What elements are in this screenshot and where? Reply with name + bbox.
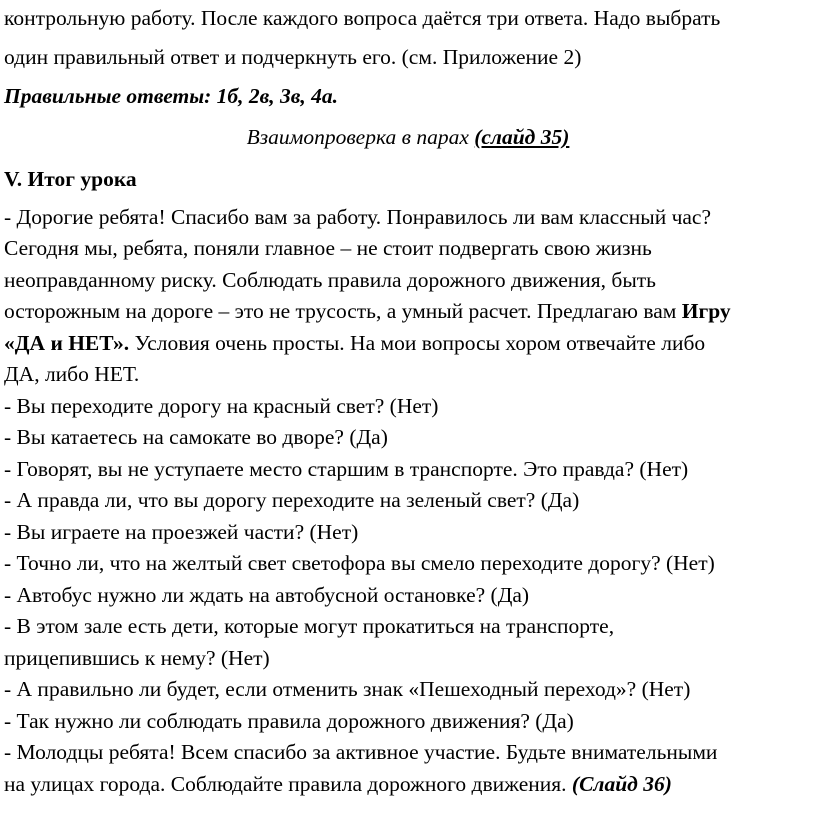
- question-line: - А правильно ли будет, если отменить знак «Пешеходный переход»? (Нет): [4, 677, 691, 701]
- question-line: - Вы играете на проезжей части? (Нет): [4, 520, 359, 544]
- paragraph-line-5-text: Условия очень просты. На мои вопросы хором отвечайте либо: [129, 331, 706, 355]
- intro-line-1: контрольную работу. После каждого вопроса даётся три ответа. Надо выбрать: [4, 6, 721, 30]
- paragraph-line-3: неоправданному риску. Соблюдать правила дорожного движения, быть: [4, 268, 656, 292]
- question-line: - Так нужно ли соблюдать правила дорожного движения? (Да): [4, 709, 574, 733]
- paragraph-line-4-text: осторожным на дороге – это не трусость, а умный расчет. Предлагаю вам: [4, 299, 682, 323]
- game-title-part-2: «ДА и НЕТ».: [4, 331, 130, 355]
- question-line: - В этом зале есть дети, которые могут прокатиться на транспорте,: [4, 614, 615, 638]
- correct-answers: Правильные ответы: 1б, 2в, 3в, 4а.: [4, 84, 338, 108]
- question-line: - Говорят, вы не уступаете место старшим в транспорте. Это правда? (Нет): [4, 457, 689, 481]
- question-line: - А правда ли, что вы дорогу переходите на зеленый свет? (Да): [4, 488, 580, 512]
- question-line: - Точно ли, что на желтый свет светофора вы смело переходите дорогу? (Нет): [4, 551, 715, 575]
- question-line: - Вы катаетесь на самокате во дворе? (Да): [4, 425, 388, 449]
- question-line: - Молодцы ребята! Всем спасибо за активное участие. Будьте внимательными: [4, 740, 718, 764]
- paragraph-line-4: [4, 297, 731, 325]
- paragraph-line-2: Сегодня мы, ребята, поняли главное – не стоит подвергать свою жизнь: [4, 236, 652, 260]
- closing-line: [4, 770, 672, 798]
- closing-text: на улицах города. Соблюдайте правила дорожного движения.: [4, 772, 572, 796]
- question-line: прицепившись к нему? (Нет): [4, 646, 270, 670]
- paragraph-line-5: [4, 329, 705, 357]
- game-title-part-1: Игру: [681, 299, 731, 323]
- slide-36-reference: (Слайд 36): [571, 772, 672, 796]
- paragraph-line-1: - Дорогие ребята! Спасибо вам за работу. Понравилось ли вам классный час?: [4, 205, 712, 229]
- question-line: - Автобус нужно ли ждать на автобусной остановке? (Да): [4, 583, 530, 607]
- intro-line-2: один правильный ответ и подчеркнуть его. (см. Приложение 2): [4, 45, 582, 69]
- slide-35-reference: (слайд 35): [474, 125, 570, 149]
- peer-check-text: Взаимопроверка в парах: [246, 125, 475, 149]
- paragraph-line-6: ДА, либо НЕТ.: [4, 362, 140, 386]
- section-heading: V. Итог урока: [4, 167, 137, 191]
- peer-check-line: [0, 123, 816, 151]
- question-line: - Вы переходите дорогу на красный свет? (Нет): [4, 394, 439, 418]
